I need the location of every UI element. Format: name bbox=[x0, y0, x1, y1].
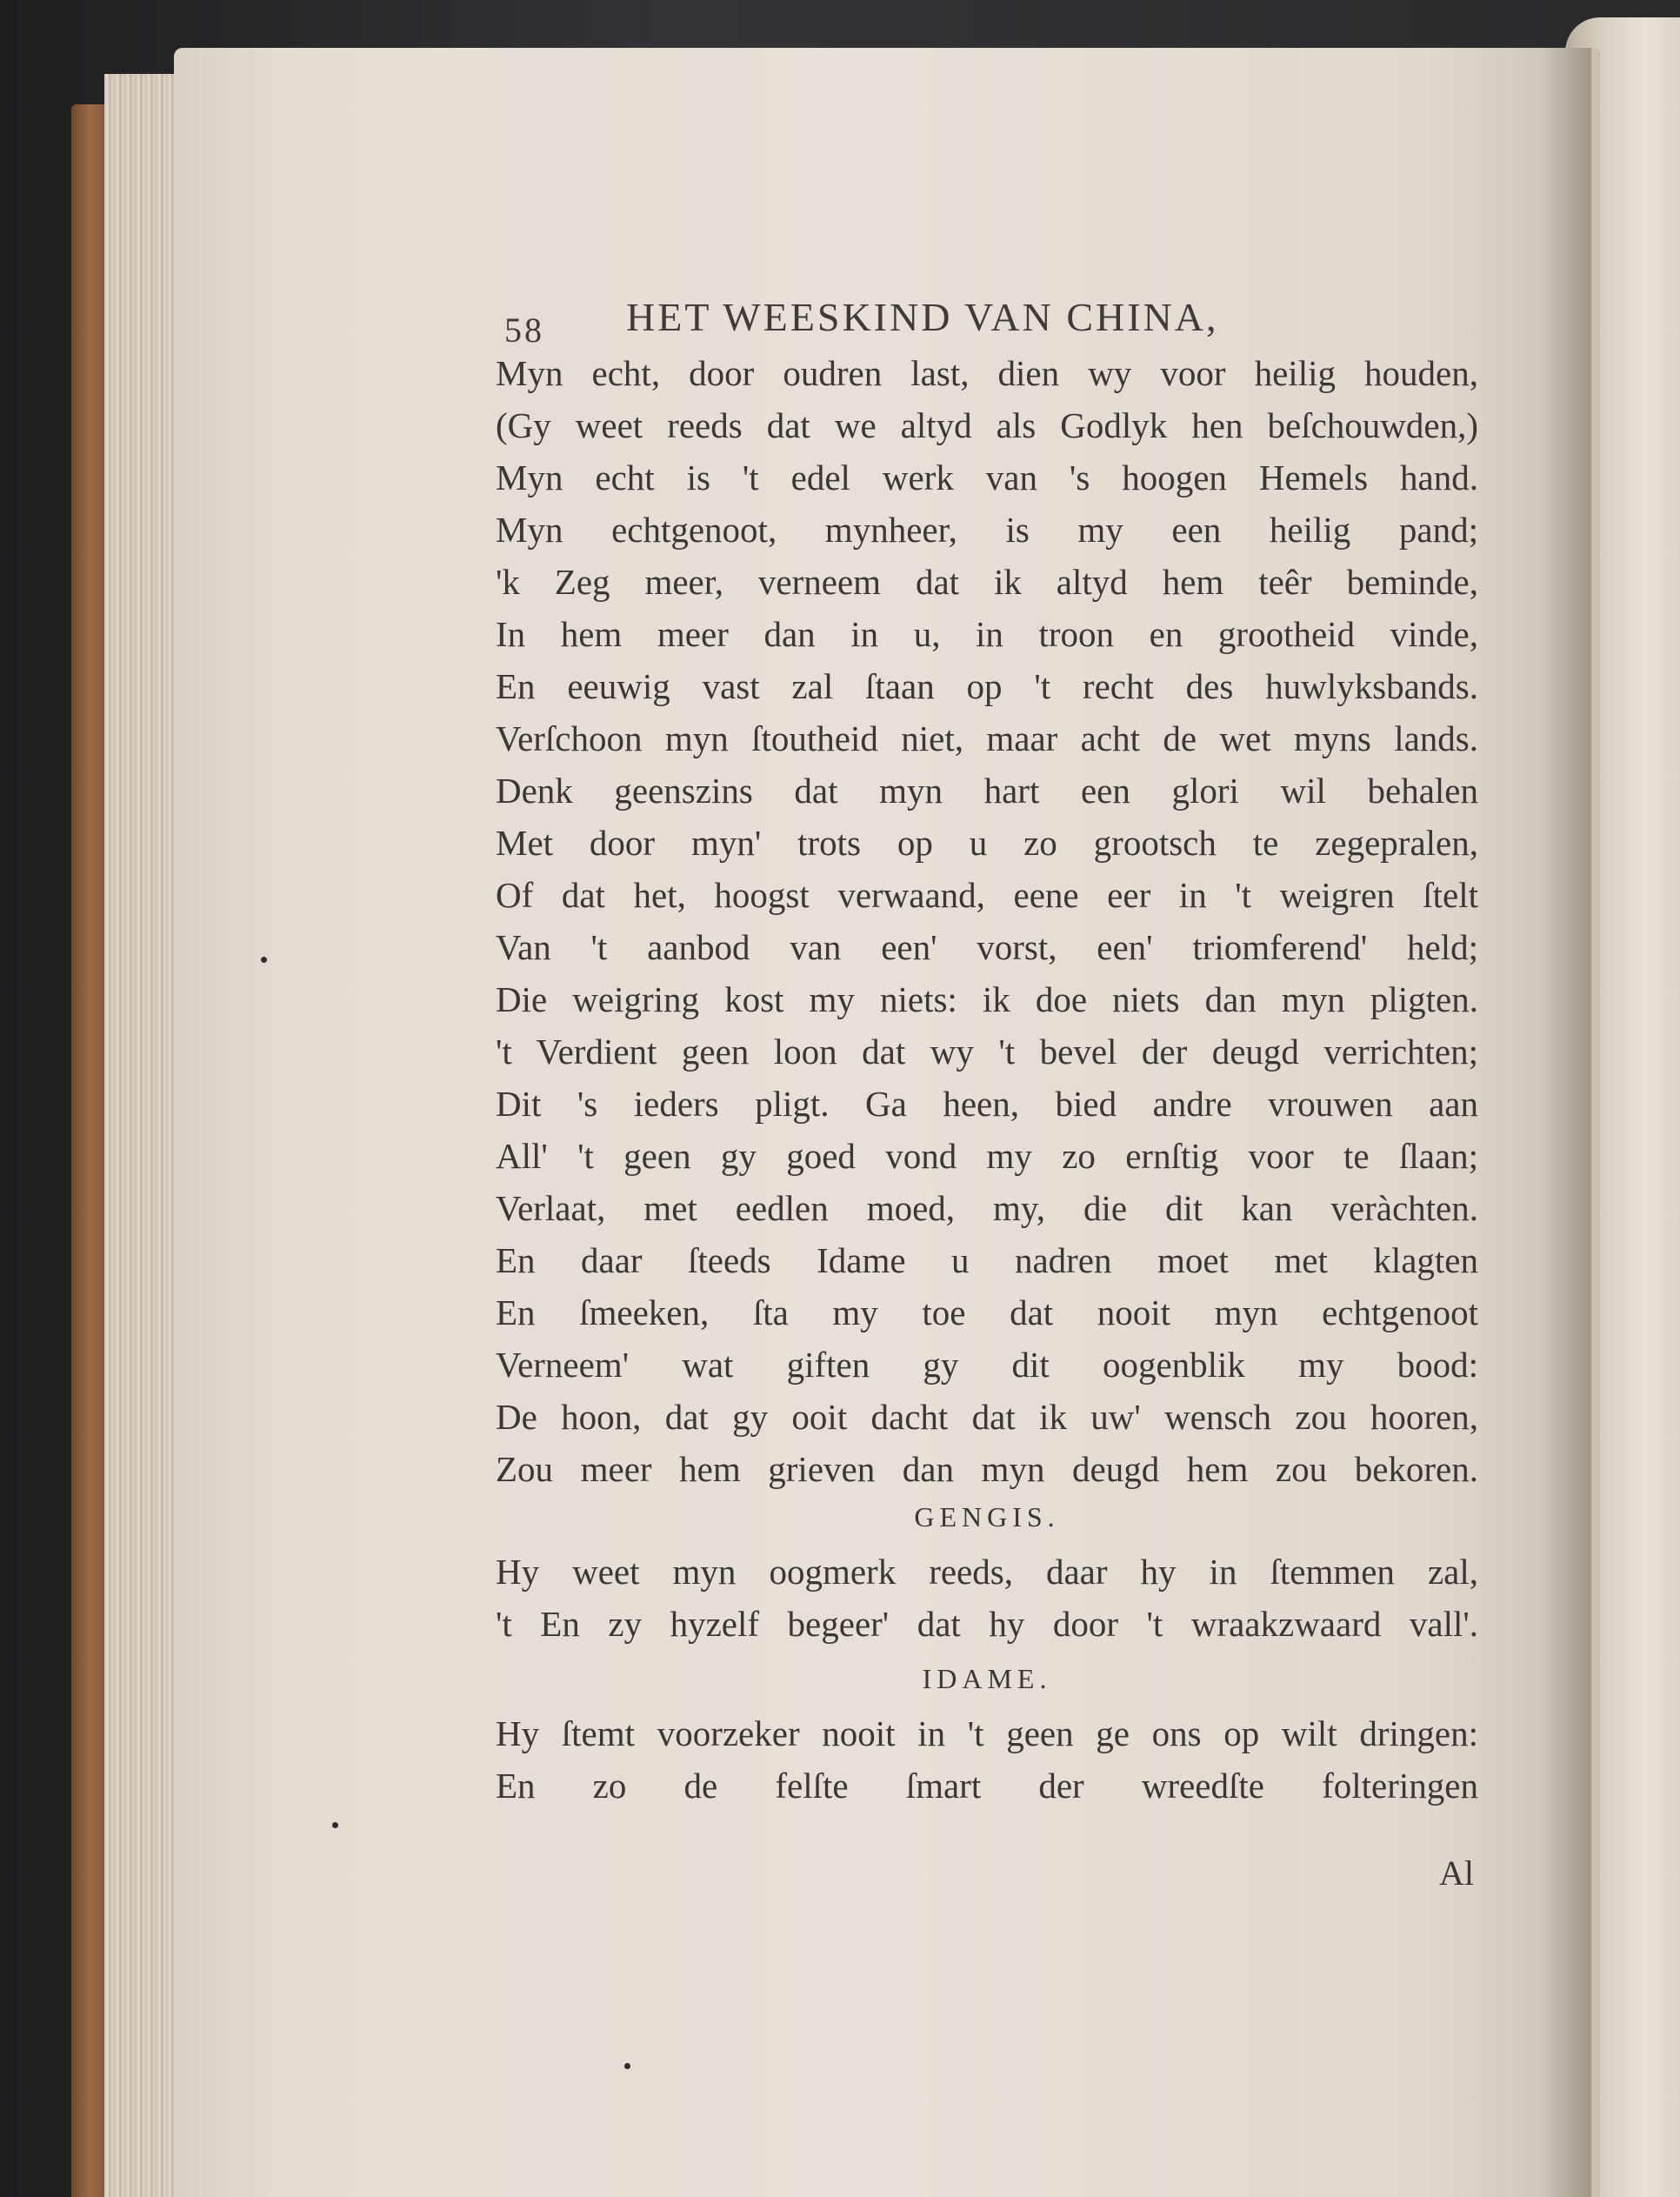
speaker-heading: IDAME. bbox=[922, 1663, 1052, 1694]
verse-line: En zo de felſte ſmart der wreedſte folteringen bbox=[496, 1766, 1478, 1806]
page-speck bbox=[261, 957, 267, 963]
verse-line: Zou meer hem grieven dan myn deugd hem zou bekoren. bbox=[496, 1449, 1478, 1489]
verse-line: In hem meer dan in u, in troon en grootheid vinde, bbox=[496, 614, 1478, 654]
page-number: 58 bbox=[504, 311, 544, 350]
verse-line: En eeuwig vast zal ſtaan op 't recht des huwlyksbands. bbox=[496, 666, 1478, 706]
verse-line: Die weigring kost my niets: ik doe niets dan myn pligten. bbox=[496, 979, 1478, 1019]
verse-line: (Gy weet reeds dat we altyd als Godlyk hen beſchouwden,) bbox=[496, 405, 1478, 445]
verse-line: Myn echtgenoot, mynheer, is my een heilig pand; bbox=[496, 510, 1478, 550]
verse-line: Hy weet myn oogmerk reeds, daar hy in ſtemmen zal, bbox=[496, 1552, 1478, 1592]
catchword: Al bbox=[1439, 1853, 1474, 1893]
verse-line: Denk geenszins dat myn hart een glori wil behalen bbox=[496, 771, 1478, 811]
verse-line: De hoon, dat gy ooit dacht dat ik uw' wensch zou hooren, bbox=[496, 1397, 1478, 1437]
running-head bbox=[496, 294, 1452, 350]
verse-line: Myn echt is 't edel werk van 's hoogen Hemels hand. bbox=[496, 457, 1478, 497]
verse-line: Dit 's ieders pligt. Ga heen, bied andre vrouwen aan bbox=[496, 1084, 1478, 1124]
running-title: HET WEESKIND VAN CHINA, bbox=[626, 295, 1219, 339]
verse-line: 't En zy hyzelf begeer' dat hy door 't wraakzwaard vall'. bbox=[496, 1604, 1478, 1644]
verse-line: Myn echt, door oudren last, dien wy voor heilig houden, bbox=[496, 353, 1478, 393]
verse-line: Verlaat, met eedlen moed, my, die dit kan veràchten. bbox=[496, 1188, 1478, 1228]
verse-line: Hy ſtemt voorzeker nooit in 't geen ge ons op wilt dringen: bbox=[496, 1713, 1478, 1753]
verse-line: All' 't geen gy goed vond my zo ernſtig voor te ſlaan; bbox=[496, 1136, 1478, 1176]
verse-line: Of dat het, hoogst verwaand, eene eer in 't weigren ſtelt bbox=[496, 875, 1478, 915]
verse-line: 't Verdient geen loon dat wy 't bevel der deugd verrichten; bbox=[496, 1032, 1478, 1072]
verse-line: Verneem' wat giften gy dit oogenblik my bood: bbox=[496, 1345, 1478, 1385]
verse-line: Van 't aanbod van een' vorst, een' triomferend' held; bbox=[496, 927, 1478, 967]
verse-line: En daar ſteeds Idame u nadren moet met klagten bbox=[496, 1240, 1478, 1280]
page-speck bbox=[624, 2063, 630, 2069]
verse-line: 'k Zeg meer, verneem dat ik altyd hem teêr beminde, bbox=[496, 562, 1478, 602]
verse-line: Verſchoon myn ſtoutheid niet, maar acht de wet myns lands. bbox=[496, 718, 1478, 758]
gutter-shadow bbox=[1539, 48, 1591, 2197]
verse-line: En ſmeeken, ſta my toe dat nooit myn echtgenoot bbox=[496, 1292, 1478, 1332]
page-speck bbox=[332, 1822, 338, 1828]
verse-line: Met door myn' trots op u zo grootsch te zegepralen, bbox=[496, 823, 1478, 863]
speaker-heading: GENGIS. bbox=[914, 1501, 1060, 1533]
